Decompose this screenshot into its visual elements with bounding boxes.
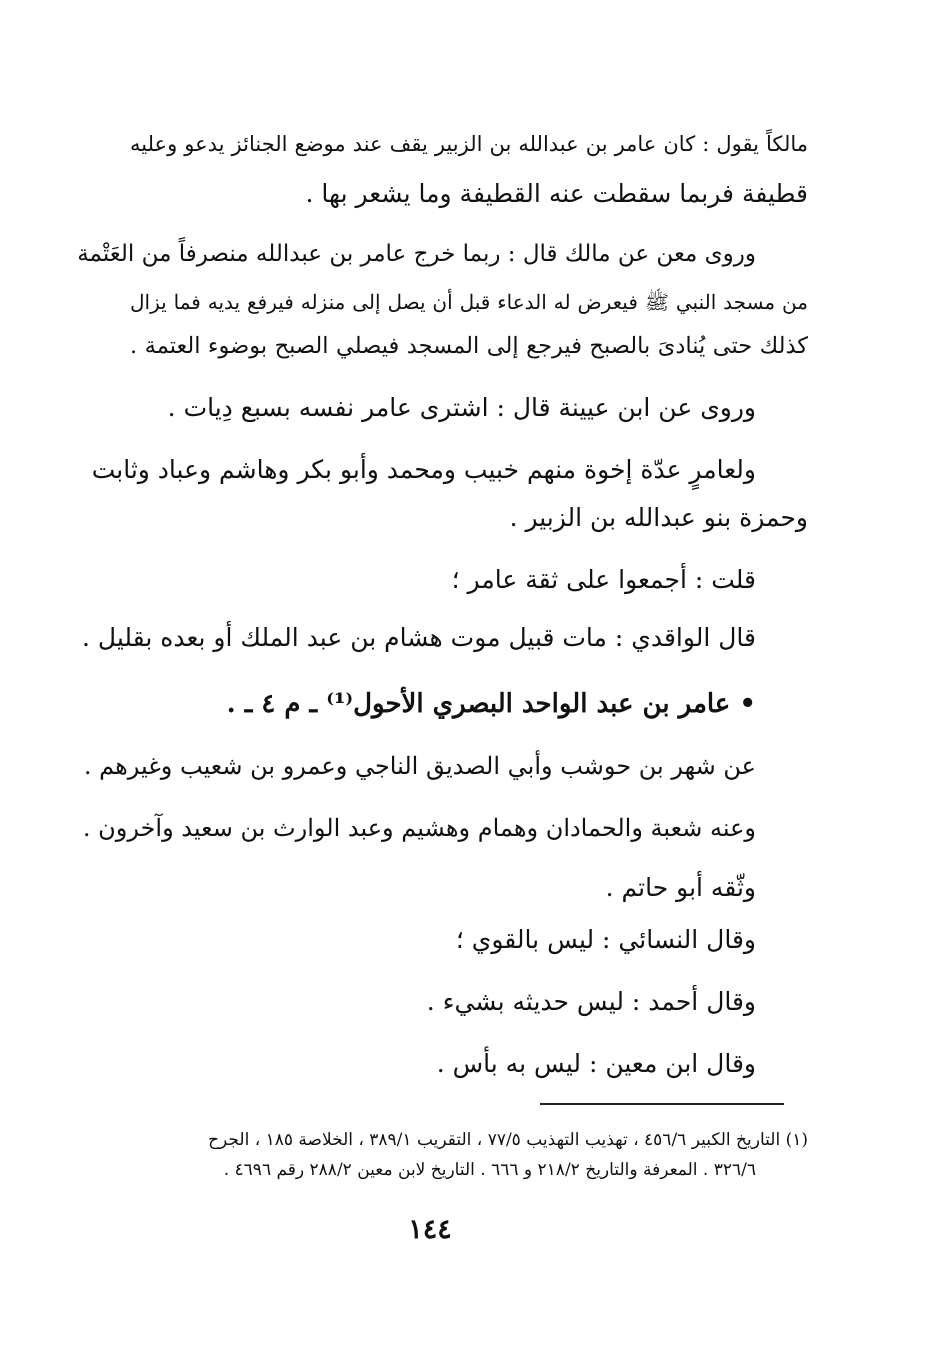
- paragraph-4-line-1: ولعامرٍ عدّة إخوة منهم خبيب ومحمد وأبو بكر وهاشم وعباد وثابت: [91, 455, 756, 484]
- paragraph-12: وقال ابن معين : ليس به بأس .: [436, 1049, 756, 1078]
- paragraph-6: قال الواقدي : مات قبيل موت هشام بن عبد الملك أو بعده بقليل .: [82, 623, 756, 652]
- paragraph-4-line-2: وحمزة بنو عبدالله بن الزبير .: [509, 503, 808, 532]
- paragraph-9: وثّقه أبو حاتم .: [605, 873, 756, 902]
- paragraph-5: قلت : أجمعوا على ثقة عامر ؛: [451, 565, 756, 594]
- paragraph-11: وقال أحمد : ليس حديثه بشيء .: [426, 987, 756, 1016]
- paragraph-7: عن شهر بن حوشب وأبي الصديق الناجي وعمرو بن شعيب وغيرهم .: [83, 752, 756, 780]
- paragraph-1-line-2: قطيفة فربما سقطت عنه القطيفة وما يشعر بها .: [305, 179, 808, 208]
- paragraph-3: وروى عن ابن عيينة قال : اشترى عامر نفسه بسبع دِيات .: [167, 393, 756, 422]
- page-number: ١٤٤: [408, 1214, 452, 1245]
- entry-heading: • عامر بن عبد الواحد البصري الأحول⁽¹⁾ ـ م ٤ ـ .: [226, 689, 756, 719]
- paragraph-2-line-2: من مسجد النبي ﷺ فيعرض له الدعاء قبل أن يصل إلى منزله فيرفع يديه فما يزال: [130, 290, 808, 314]
- paragraph-1-line-1: مالكاً يقول : كان عامر بن عبدالله بن الزبير يقف عند موضع الجنائز يدعو وعليه: [130, 132, 808, 156]
- footnote-divider: [540, 1103, 784, 1105]
- paragraph-2-line-1: وروى معن عن مالك قال : ربما خرج عامر بن عبدالله منصرفاً من العَتْمة: [77, 241, 756, 267]
- footnote-line-2: ٣٢٦/٦ . المعرفة والتاريخ ٢١٨/٢ و ٦٦٦ . التاريخ لابن معين ٢٨٨/٢ رقم ٤٦٩٦ .: [223, 1160, 756, 1180]
- paragraph-10: وقال النسائي : ليس بالقوي ؛: [455, 925, 756, 954]
- paragraph-2-line-3: كذلك حتى يُنادىَ بالصبح فيرجع إلى المسجد فيصلي الصبح بوضوء العتمة .: [130, 333, 808, 359]
- paragraph-8: وعنه شعبة والحمادان وهمام وهشيم وعبد الوارث بن سعيد وآخرون .: [82, 814, 756, 842]
- footnote-line-1: (١) التاريخ الكبير ٤٥٦/٦ ، تهذيب التهذيب ٧٧/٥ ، التقريب ٣٨٩/١ ، الخلاصة ١٨٥ ، الجرح: [208, 1130, 808, 1150]
